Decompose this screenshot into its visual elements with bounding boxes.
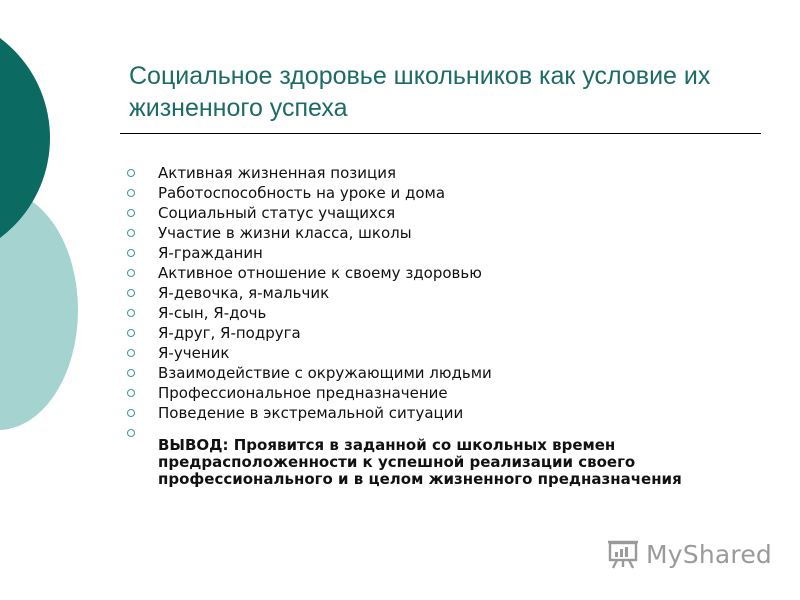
watermark-logo: [606, 537, 772, 571]
list-item-text: Я-ученик: [158, 344, 230, 362]
bullet-marker-icon: [127, 209, 135, 217]
list-item-text: Взаимодействие с окружающими людьми: [158, 364, 492, 382]
bullet-marker-icon: [127, 169, 135, 177]
bullet-marker-icon: [127, 189, 135, 197]
list-item-text: Социальный статус учащихся: [158, 204, 396, 222]
list-item-text: Участие в жизни класса, школы: [158, 224, 412, 242]
list-item-text: Активная жизненная позиция: [158, 164, 397, 182]
slide-title: Социальное здоровье школьников как условие их жизненного успеха: [129, 62, 711, 122]
list-item: [127, 323, 787, 343]
list-item-text: Поведение в экстремальной ситуации: [158, 404, 464, 422]
list-item: [127, 403, 787, 423]
bullet-marker-icon: [127, 429, 135, 437]
list-item-text: Я-девочка, я-мальчик: [158, 284, 330, 302]
bullet-marker-icon: [127, 309, 135, 317]
list-item: [127, 383, 787, 403]
conclusion-text: ВЫВОД: Проявится в заданной со школьных времен предрасположенности к успешной реализации своего профессионального и в целом жизненного предназначения: [158, 436, 682, 488]
list-item: [127, 183, 787, 203]
list-item-text: Я-сын, Я-дочь: [158, 304, 267, 322]
bullet-marker-icon: [127, 229, 135, 237]
list-item: [127, 263, 787, 283]
bullet-marker-icon: [127, 409, 135, 417]
bullet-marker-icon: [127, 289, 135, 297]
bullet-marker-icon: [127, 329, 135, 337]
bullet-marker-icon: [127, 389, 135, 397]
watermark-text: MyShared: [646, 539, 772, 569]
list-item: [127, 363, 787, 383]
list-item: [127, 203, 787, 223]
list-item: [127, 303, 787, 323]
bullet-marker-icon: [127, 369, 135, 377]
list-item: [127, 283, 787, 303]
bullet-marker-icon: [127, 249, 135, 257]
list-item-text: Я-друг, Я-подруга: [158, 324, 301, 342]
list-item-text: Я-гражданин: [158, 244, 263, 262]
bullet-marker-icon: [127, 349, 135, 357]
bullet-marker-icon: [127, 269, 135, 277]
list-item: [127, 223, 787, 243]
title-divider: [120, 133, 761, 134]
presentation-board-icon: [606, 537, 640, 571]
list-item-text: Работоспособность на уроке и дома: [158, 184, 446, 202]
list-item: [127, 163, 787, 183]
list-item-text: Профессиональное предназначение: [158, 384, 448, 402]
list-item: [127, 243, 787, 263]
list-item: [127, 343, 787, 363]
bullet-list: [127, 163, 787, 423]
list-item-text: Активное отношение к своему здоровью: [158, 264, 482, 282]
